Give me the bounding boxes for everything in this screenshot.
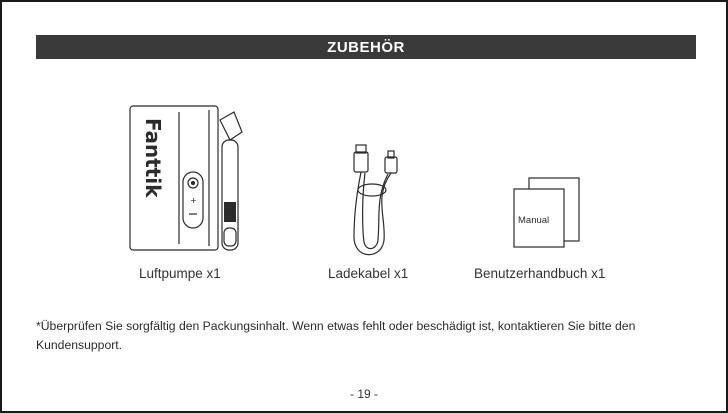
svg-text:+: + <box>190 196 197 205</box>
item-label-pump: Luftpumpe x1 <box>139 266 221 281</box>
manual-cover-text: Manual <box>518 215 550 226</box>
item-label-manual: Benutzerhandbuch x1 <box>474 266 606 281</box>
section-header: ZUBEHÖR <box>36 35 696 59</box>
package-note: *Überprüfen Sie sorgfältig den Packungsinhalt. Wenn etwas fehlt oder beschädigt ist, kontaktieren Sie bitte den Kundensupport. <box>36 319 636 352</box>
item-label-cable: Ladekabel x1 <box>328 266 409 281</box>
pump-brand-text: Fanttik <box>141 118 165 198</box>
charging-cable-icon <box>354 145 397 255</box>
page-number: - 19 - <box>349 387 378 401</box>
manual-booklet-icon <box>514 178 579 247</box>
